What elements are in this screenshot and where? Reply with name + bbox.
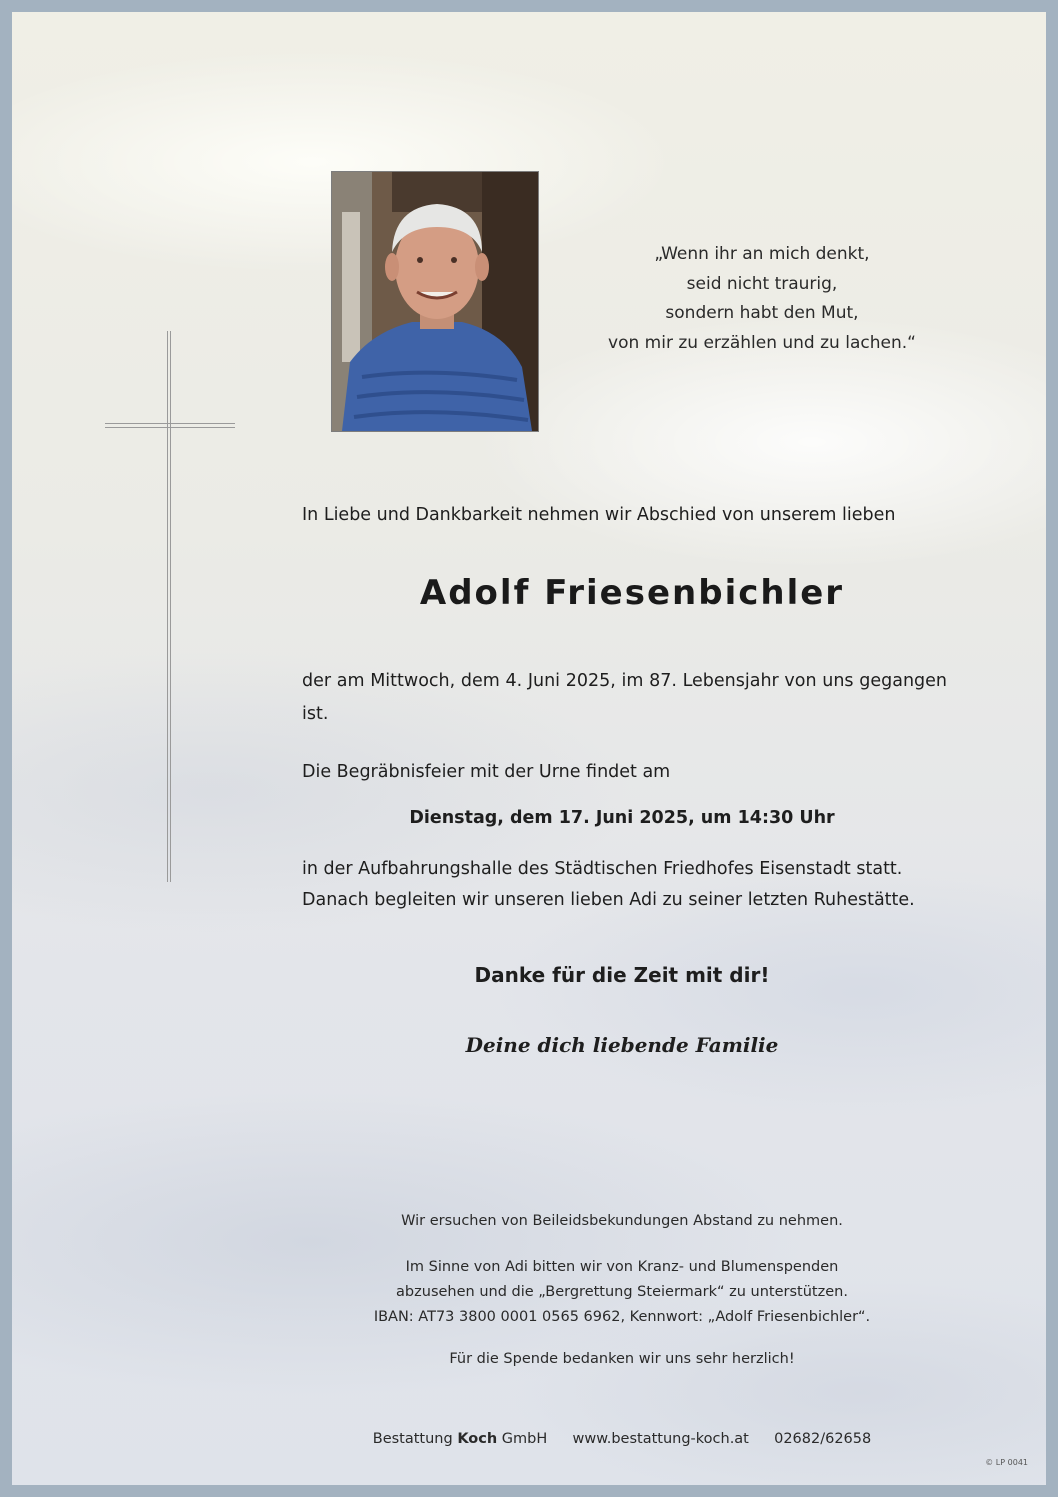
footer-company-name: Koch	[457, 1431, 498, 1447]
thanks-text: Danke für die Zeit mit dir!	[474, 963, 770, 987]
quote-line: „Wenn ihr an mich denkt,	[654, 244, 870, 264]
template-code: © LP 0041	[985, 1458, 1028, 1467]
footer-company-suffix: GmbH	[501, 1431, 548, 1447]
deceased-name: Adolf Friesenbichler	[419, 573, 845, 613]
condolence-notice: Wir ersuchen von Beileidsbekundungen Abstand zu nehmen.	[401, 1213, 843, 1229]
funeral-intro: Die Begräbnisfeier mit der Urne findet am	[302, 762, 671, 782]
funeral-place-line: Danach begleiten wir unseren lieben Adi zu seiner letzten Ruhestätte.	[302, 890, 915, 910]
quote-block	[572, 240, 952, 358]
cross-bar	[105, 423, 235, 428]
donation-line: Im Sinne von Adi bitten wir von Kranz- und Blumenspenden	[405, 1259, 839, 1275]
donation-notice	[302, 1255, 942, 1330]
donation-line: IBAN: AT73 3800 0001 0565 6962, Kennwort: „Adolf Friesenbichler“.	[373, 1309, 871, 1325]
funeral-place	[302, 854, 962, 916]
funeral-date: Dienstag, dem 17. Juni 2025, um 14:30 Uhr	[409, 808, 835, 828]
footer-website: www.bestattung-koch.at	[572, 1431, 749, 1447]
family-signature: Deine dich liebende Familie	[465, 1033, 779, 1057]
portrait-photo	[331, 171, 539, 432]
death-text: der am Mittwoch, dem 4. Juni 2025, im 87. Lebensjahr von uns gegangen ist.	[302, 671, 947, 724]
footer-company-prefix: Bestattung	[372, 1431, 453, 1447]
cross-icon	[167, 331, 171, 882]
donation-thanks: Für die Spende bedanken wir uns sehr herzlich!	[449, 1351, 795, 1367]
quote-line: seid nicht traurig,	[686, 273, 838, 294]
intro-text: In Liebe und Dankbarkeit nehmen wir Abschied von unserem lieben	[302, 505, 896, 525]
funeral-place-line: in der Aufbahrungshalle des Städtischen Friedhofes Eisenstadt statt.	[302, 859, 903, 879]
quote-line: von mir zu erzählen und zu lachen.“	[608, 332, 916, 353]
footer-phone: 02682/62658	[774, 1431, 872, 1447]
footer	[302, 1431, 942, 1447]
quote-line: sondern habt den Mut,	[665, 303, 859, 323]
donation-line: abzusehen und die „Bergrettung Steiermark“ zu unterstützen.	[396, 1284, 848, 1300]
